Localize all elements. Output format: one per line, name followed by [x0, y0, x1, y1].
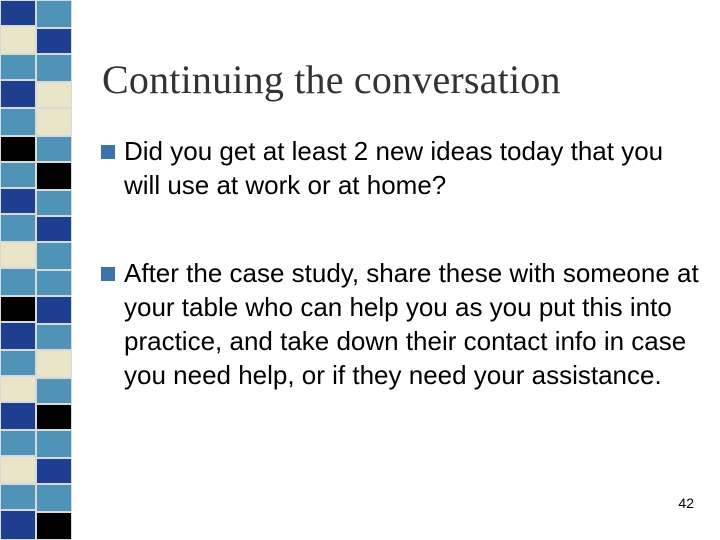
strip-block [36, 378, 72, 404]
strip-block [0, 188, 36, 214]
strip-block [0, 268, 36, 296]
strip-block [36, 242, 72, 270]
strip-block [36, 404, 72, 430]
square-bullet-icon [101, 267, 115, 281]
strip-block [0, 80, 36, 108]
strip-block [0, 136, 36, 162]
strip-block [0, 242, 36, 268]
strip-block [36, 458, 72, 484]
strip-block [36, 136, 72, 162]
strip-block [36, 512, 72, 540]
strip-block [0, 456, 36, 484]
strip-block [36, 430, 72, 458]
square-bullet-icon [101, 145, 115, 159]
strip-block [0, 162, 36, 188]
bullet-list [100, 134, 700, 392]
strip-block [36, 28, 72, 54]
strip-block [0, 0, 36, 26]
strip-block [0, 510, 36, 540]
strip-block [0, 214, 36, 242]
strip-block [36, 324, 72, 350]
strip-block [0, 430, 36, 456]
strip-block [36, 484, 72, 512]
bullet-text: After the case study, share these with someone at your table who can help you as you put this into practice, and take down their contact info in case you need help, or if they need your assistance. [124, 258, 699, 390]
strip-block [36, 190, 72, 216]
slide-title: Continuing the conversation [102, 57, 561, 102]
strip-block [36, 216, 72, 242]
strip-block [0, 350, 36, 376]
decorative-left-strip [0, 0, 72, 540]
strip-block [36, 296, 72, 324]
strip-block [36, 350, 72, 378]
strip-block [0, 26, 36, 54]
strip-block [36, 162, 72, 190]
strip-block [0, 376, 36, 402]
strip-block [0, 54, 36, 80]
strip-block [0, 322, 36, 350]
strip-block [36, 82, 72, 108]
strip-block [0, 108, 36, 136]
bullet-text: Did you get at least 2 new ideas today that you will use at work or at home? [124, 136, 664, 200]
bullet-item [100, 256, 700, 392]
strip-block [36, 0, 72, 28]
strip-block [0, 402, 36, 430]
strip-block [36, 270, 72, 296]
bullet-item [100, 134, 700, 202]
strip-block [0, 484, 36, 510]
strip-block [36, 54, 72, 82]
page-number: 42 [678, 495, 694, 511]
strip-block [0, 296, 36, 322]
strip-block [36, 108, 72, 136]
